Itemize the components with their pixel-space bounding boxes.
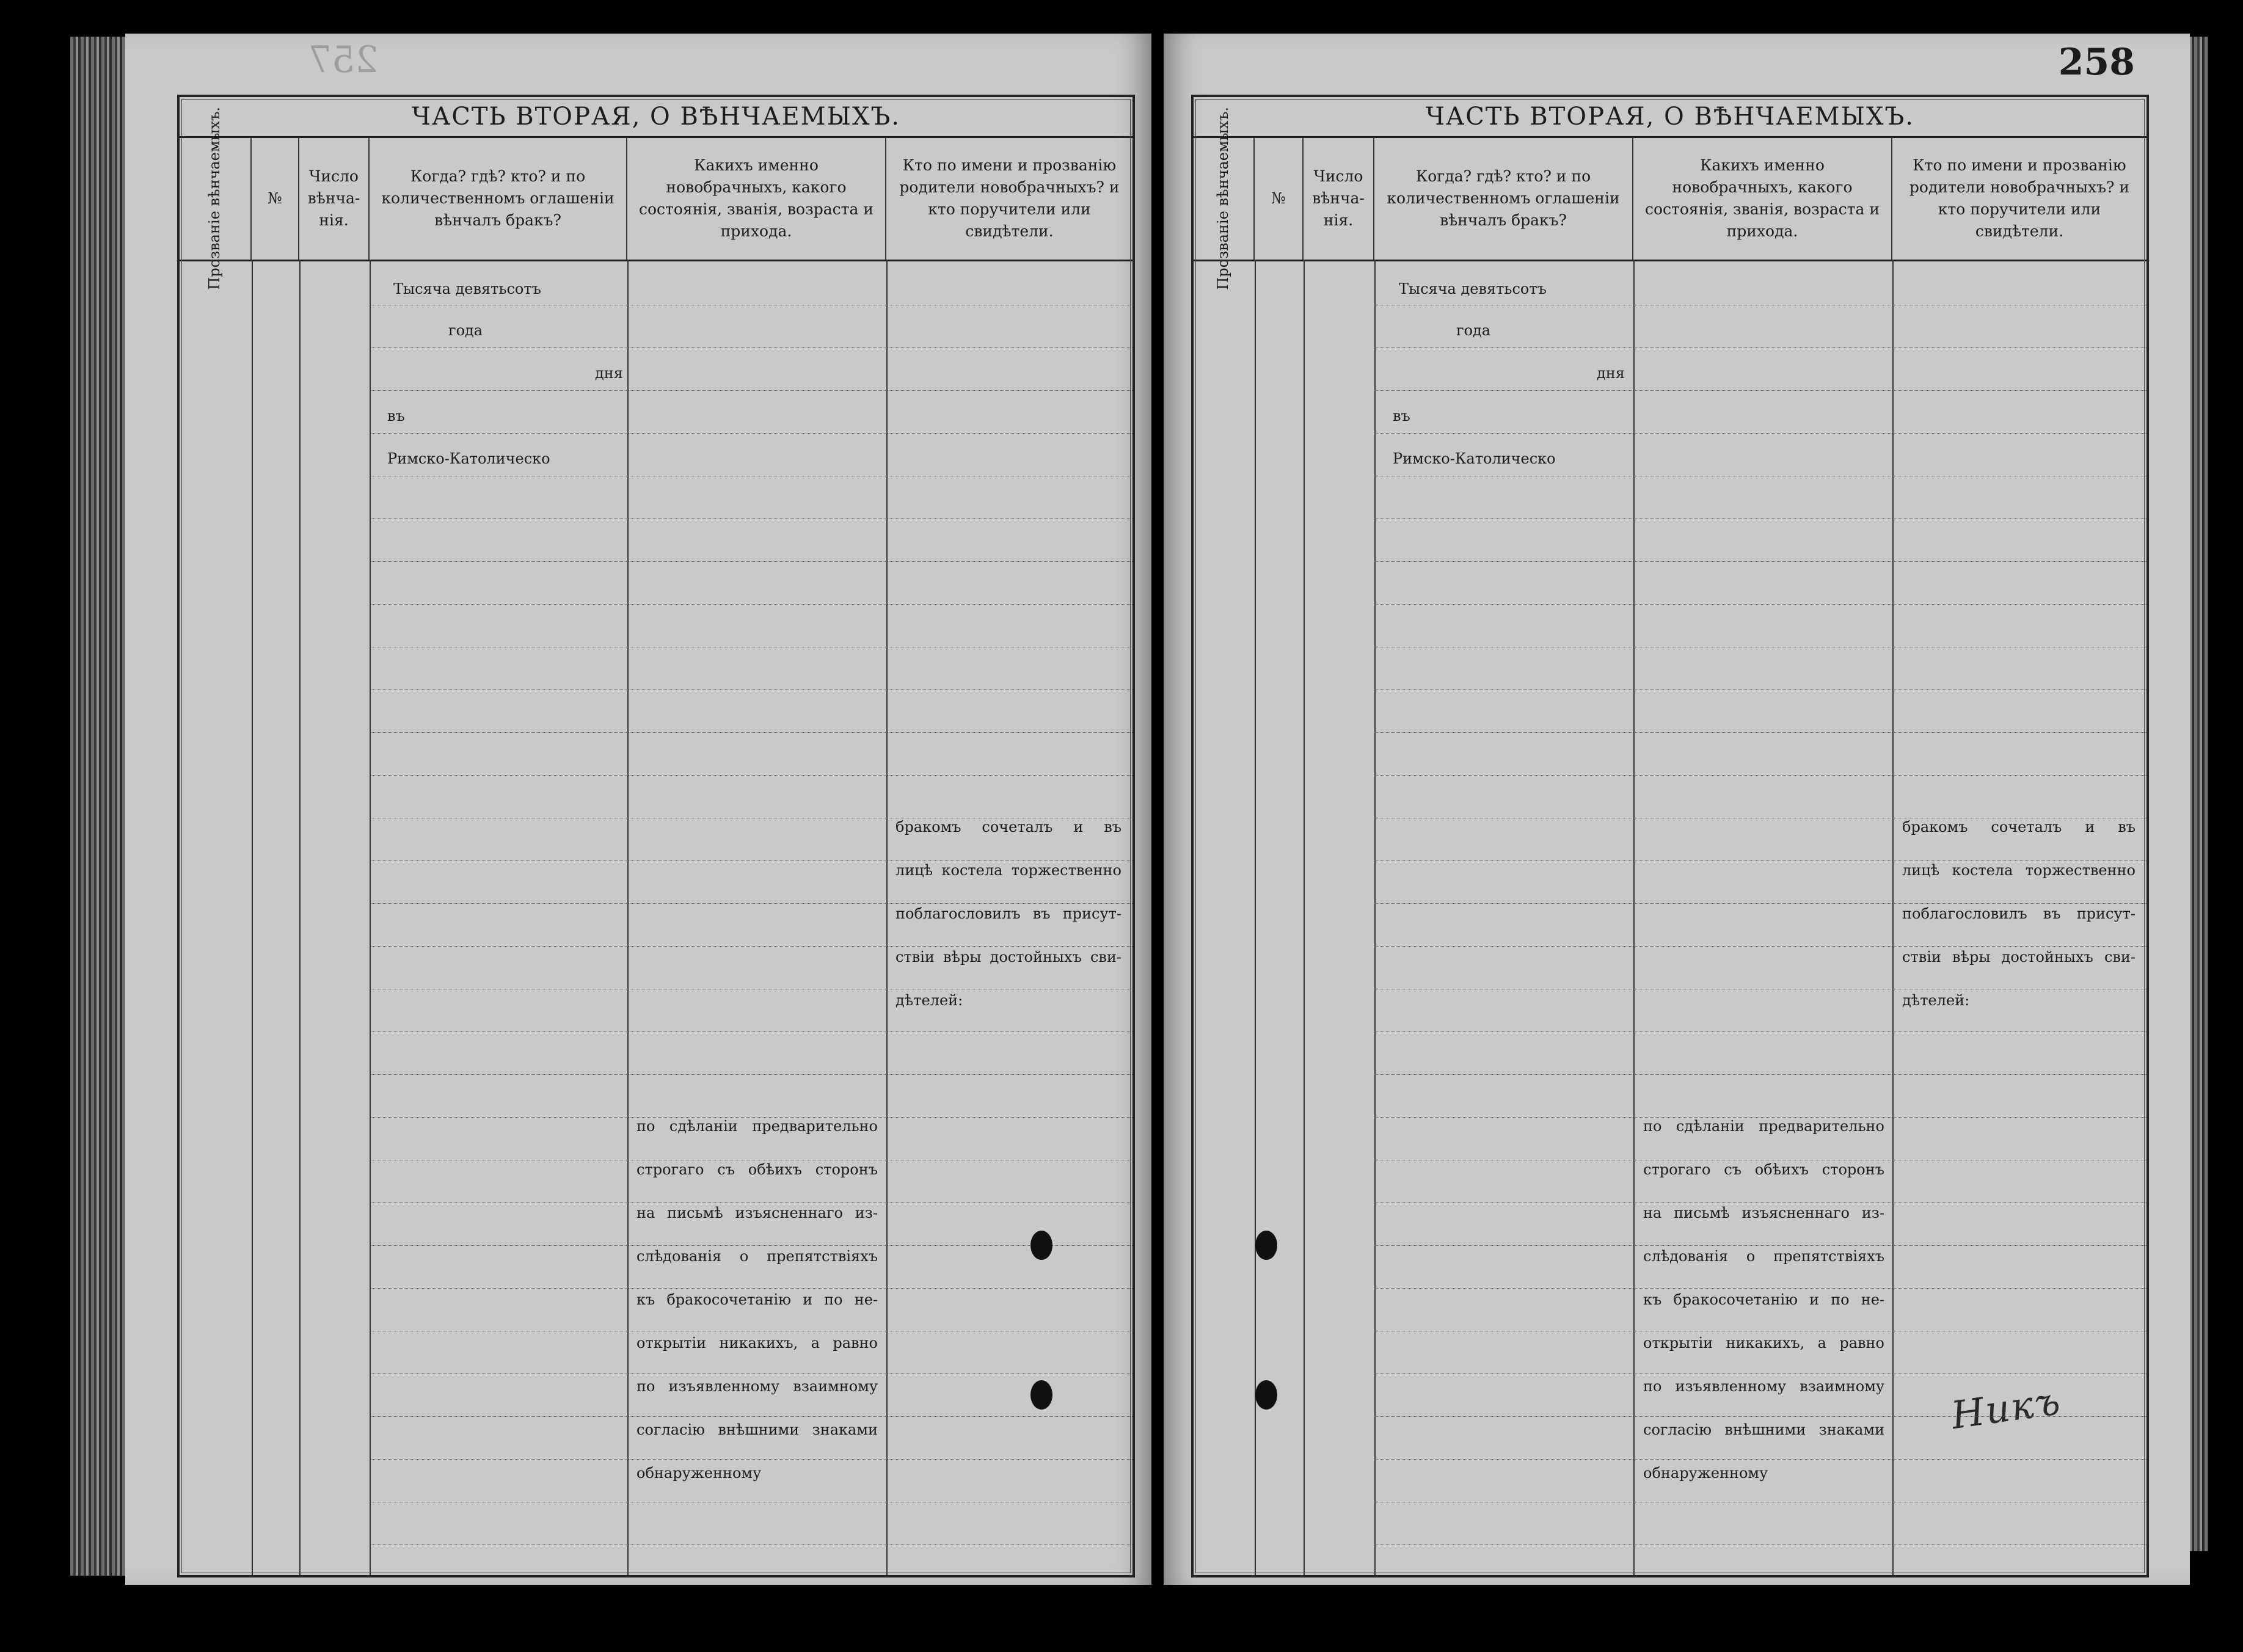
ruled-line — [370, 1416, 1132, 1417]
ruled-line — [1374, 946, 2146, 947]
column-divider — [370, 260, 371, 1575]
ruled-line — [370, 561, 1132, 562]
column-divider — [1892, 260, 1894, 1575]
ruled-line — [370, 732, 1132, 733]
column-divider — [1374, 260, 1376, 1575]
binding-hole — [1255, 1380, 1277, 1410]
form-thousand: Тысяча девятьсотъ — [1399, 280, 1547, 297]
ruled-line — [1374, 903, 2146, 904]
ruled-line — [370, 1074, 1132, 1075]
ruled-line — [1374, 1074, 2146, 1075]
left-page — [125, 34, 1151, 1585]
form-in: въ — [1393, 407, 1410, 424]
column-divider — [299, 260, 301, 1575]
page-title: ЧАСТЬ ВТОРАЯ, О ВѢНЧАЕМЫХЪ. — [180, 97, 1132, 138]
form-day: дня — [595, 365, 623, 382]
ruled-line — [1374, 390, 2146, 391]
header-when: Когда? гдѣ? кто? и по количественномъ оглашеніи вѣнчалъ бракъ? — [370, 137, 627, 260]
ruled-line — [370, 775, 1132, 776]
header-who: Какихъ именно новобрачныхъ, какого состоянія, званія, возраста и прихода. — [627, 137, 886, 260]
ruled-line — [1374, 604, 2146, 605]
right-register-frame — [1191, 95, 2149, 1577]
handwritten-note: Никъ — [1948, 1378, 2064, 1438]
ruled-line — [1374, 1245, 2146, 1246]
ruled-line — [1374, 1459, 2146, 1460]
ruled-line — [1374, 732, 2146, 733]
form-year: года — [1456, 322, 1491, 339]
header-parents: Кто по имени и прозванію родители новобрачныхъ? и кто поручители или свидѣтели. — [1909, 156, 2130, 241]
right-page — [1164, 34, 2190, 1585]
ruled-line — [370, 604, 1132, 605]
form-thousand: Тысяча девятьсотъ — [393, 280, 541, 297]
blessing-block: бракомъ сочеталъ и въ лицѣ костела торжественно поблагословилъ въ присут- ствіи вѣры достойныхъ сви- дѣтелей: — [1902, 818, 2135, 1009]
header-who: Какихъ именно новобрачныхъ, какого состоянія, званія, возраста и прихода. — [1633, 137, 1892, 260]
ruled-line — [370, 903, 1132, 904]
form-year: года — [448, 322, 483, 339]
ruled-line — [370, 946, 1132, 947]
header-surname: Прозваніе вѣнчаемыхъ. — [1194, 137, 1255, 260]
ruled-line — [1374, 1288, 2146, 1289]
binding-hole — [1255, 1231, 1277, 1260]
column-divider — [252, 260, 253, 1575]
left-register-frame — [177, 95, 1135, 1577]
page-title: ЧАСТЬ ВТОРАЯ, О ВѢНЧАЕМЫХЪ. — [1194, 97, 2146, 138]
header-count: Число вѣнча-нія. — [299, 137, 370, 260]
ruled-line — [1374, 561, 2146, 562]
ruled-line — [370, 1459, 1132, 1460]
ruled-line — [370, 1117, 1132, 1118]
ruled-line — [1374, 1416, 2146, 1417]
binding-hole — [1030, 1380, 1052, 1410]
form-day: дня — [1597, 365, 1625, 382]
page-number: 258 — [2058, 41, 2135, 84]
ruled-line — [370, 433, 1132, 434]
ruled-line — [1374, 433, 2146, 434]
header-when: Когда? гдѣ? кто? и по количественномъ оглашеніи вѣнчалъ бракъ? — [1374, 137, 1633, 260]
column-divider — [1304, 260, 1305, 1575]
ruled-line — [370, 1288, 1132, 1289]
header-parents: Кто по имени и прозванію родители новобрачныхъ? и кто поручители или свидѣтели. — [899, 156, 1120, 241]
investigation-block: по сдѣланіи предварительно строгаго съ обѣихъ сторонъ на письмѣ изъясненнаго из- слѣдованія о препятствіяхъ къ бракосочетанію и по не- открытіи никакихъ, а равно по изъявленному взаимному согласію внѣшними знаками обнаруженному — [1643, 1118, 1884, 1482]
ruled-line — [1374, 775, 2146, 776]
form-in: въ — [387, 407, 405, 424]
column-divider — [1255, 260, 1256, 1575]
blessing-block: бракомъ сочеталъ и въ лицѣ костела торжественно поблагословилъ въ присут- ствіи вѣры достойныхъ сви- дѣтелей: — [895, 818, 1122, 1009]
left-page-stack — [70, 37, 128, 1576]
form-rc: Римско-Католическо — [1393, 450, 1556, 467]
ruled-line — [370, 1245, 1132, 1246]
column-divider — [886, 260, 888, 1575]
form-rc: Римско-Католическо — [387, 450, 550, 467]
header-count: Число вѣнча-нія. — [1304, 137, 1374, 260]
header-number: № — [1255, 137, 1304, 260]
investigation-block: по сдѣланіи предварительно строгаго съ обѣихъ сторонъ на письмѣ изъясненнаго из- слѣдованія о препятствіяхъ къ бракосочетанію и по не- открытіи никакихъ, а равно по изъявленному взаимному согласію внѣшними знаками обнаруженному — [636, 1118, 878, 1482]
column-divider — [627, 260, 629, 1575]
ruled-line — [370, 390, 1132, 391]
header-number: № — [252, 137, 299, 260]
ghost-page-number: 257 — [308, 38, 379, 81]
header-surname: Прозваніе вѣнчаемыхъ. — [180, 137, 252, 260]
ruled-line — [1374, 1117, 2146, 1118]
column-divider — [1633, 260, 1635, 1575]
binding-hole — [1030, 1231, 1052, 1260]
